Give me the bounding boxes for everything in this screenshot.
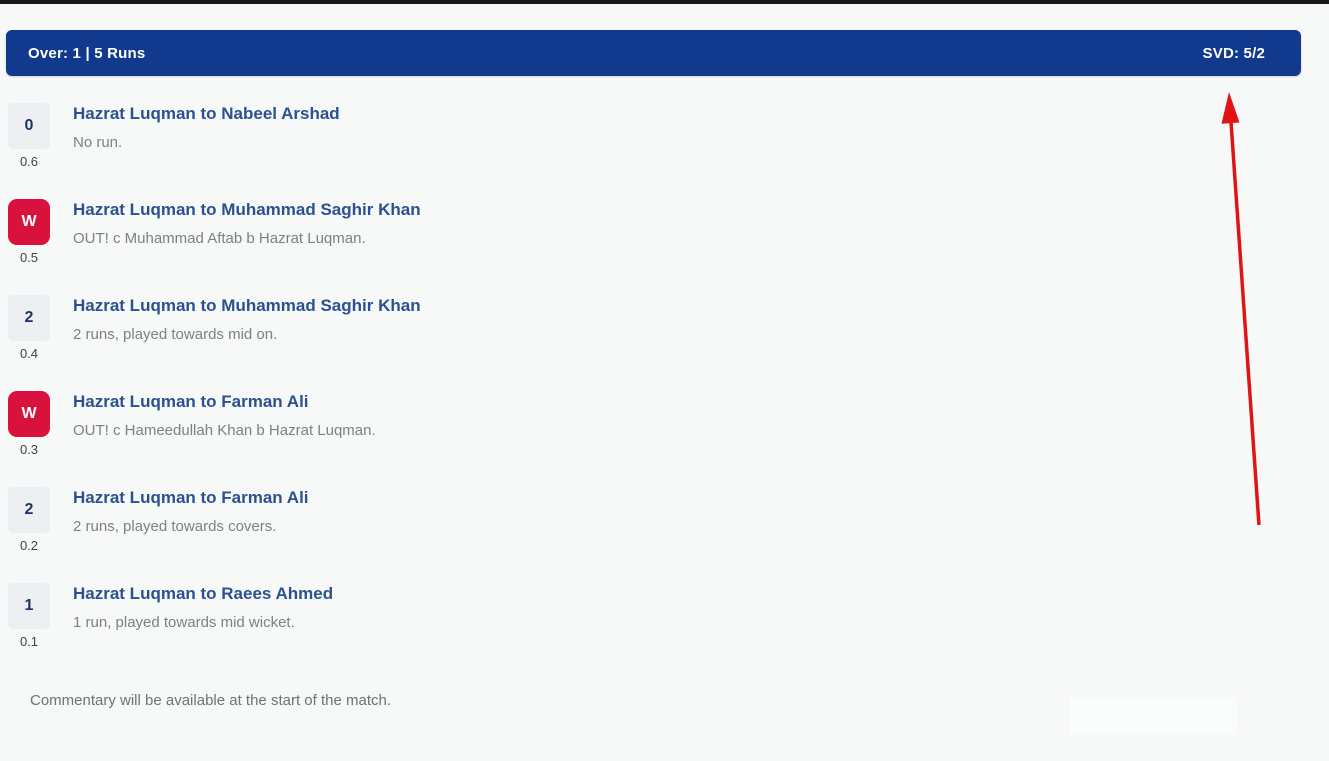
ball-number: 0.5 xyxy=(19,250,39,265)
commentary-item xyxy=(0,388,1329,484)
ball-number: 0.1 xyxy=(19,634,39,649)
commentary-text-block xyxy=(73,196,421,247)
delivery-title: Hazrat Luqman to Nabeel Arshad xyxy=(73,104,340,123)
commentary-item xyxy=(0,100,1329,196)
ball-badge-column xyxy=(8,292,50,361)
wicket-badge: W xyxy=(8,391,50,437)
runs-badge: 2 xyxy=(8,295,50,341)
ball-number: 0.6 xyxy=(19,154,39,169)
delivery-description: 1 run, played towards mid wicket. xyxy=(73,614,295,631)
commentary-text-block xyxy=(73,580,333,631)
delivery-title: Hazrat Luqman to Farman Ali xyxy=(73,392,309,411)
score-svd-label: SVD: 5/2 xyxy=(1202,44,1265,62)
ball-number: 0.4 xyxy=(19,346,39,361)
commentary-item xyxy=(0,484,1329,580)
top-strip xyxy=(0,0,1329,4)
ball-number: 0.3 xyxy=(19,442,39,457)
commentary-text-block xyxy=(73,292,421,343)
over-runs-label: Over: 1 | 5 Runs xyxy=(28,44,146,62)
wicket-badge: W xyxy=(8,199,50,245)
delivery-title: Hazrat Luqman to Farman Ali xyxy=(73,488,309,507)
delivery-title: Hazrat Luqman to Muhammad Saghir Khan xyxy=(73,200,421,219)
ball-badge-column xyxy=(8,100,50,169)
commentary-text-block xyxy=(73,100,340,151)
delivery-description: 2 runs, played towards covers. xyxy=(73,518,277,535)
runs-badge: 1 xyxy=(8,583,50,629)
commentary-item xyxy=(0,196,1329,292)
over-summary-bar xyxy=(6,30,1301,76)
delivery-description: 2 runs, played towards mid on. xyxy=(73,326,278,343)
commentary-placeholder-note: Commentary will be available at the start of the match. xyxy=(30,692,391,709)
ball-badge-column xyxy=(8,196,50,265)
ball-badge-column xyxy=(8,580,50,649)
ball-number: 0.2 xyxy=(19,538,39,553)
delivery-description: OUT! c Hameedullah Khan b Hazrat Luqman. xyxy=(73,422,376,439)
runs-badge: 2 xyxy=(8,487,50,533)
ball-badge-column xyxy=(8,388,50,457)
runs-badge: 0 xyxy=(8,103,50,149)
commentary-list xyxy=(0,100,1329,676)
commentary-text-block xyxy=(73,484,309,535)
commentary-text-block xyxy=(73,388,376,439)
commentary-item xyxy=(0,292,1329,388)
commentary-item xyxy=(0,580,1329,676)
delivery-title: Hazrat Luqman to Raees Ahmed xyxy=(73,584,334,603)
delivery-description: OUT! c Muhammad Aftab b Hazrat Luqman. xyxy=(73,230,366,247)
delivery-description: No run. xyxy=(73,134,123,151)
ball-badge-column xyxy=(8,484,50,553)
delivery-title: Hazrat Luqman to Muhammad Saghir Khan xyxy=(73,296,421,315)
